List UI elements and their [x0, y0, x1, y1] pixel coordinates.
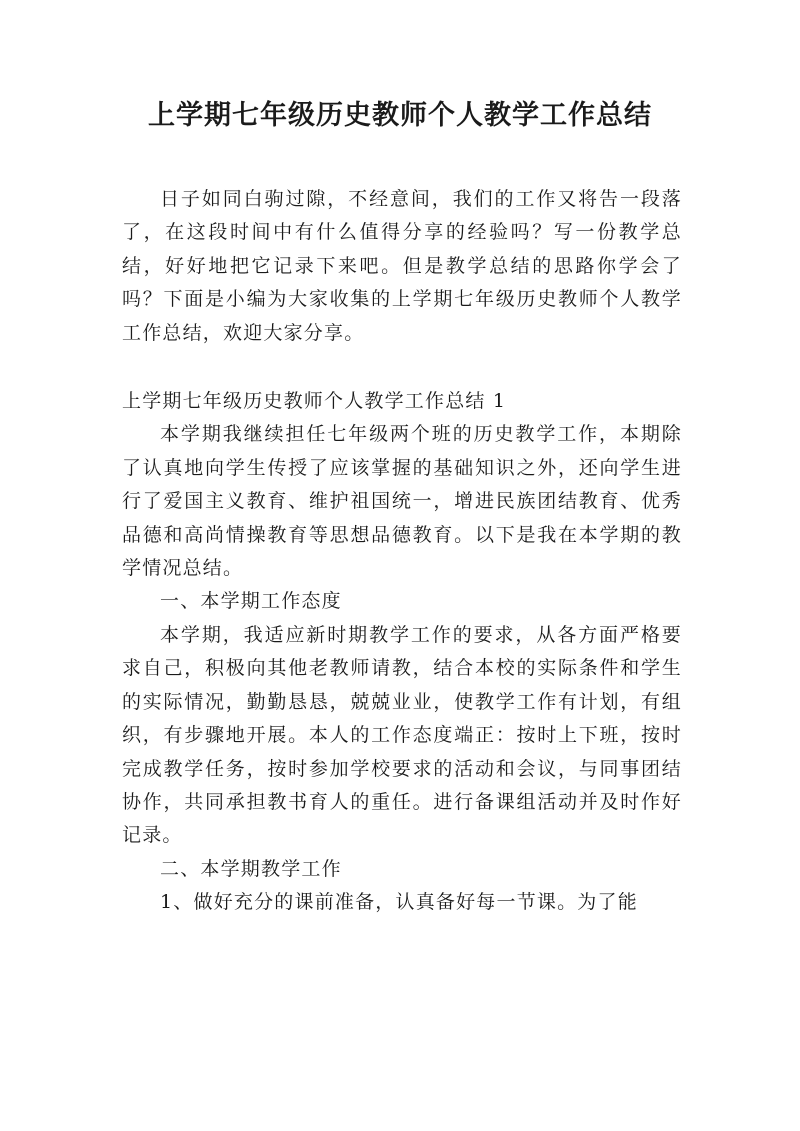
document-title: 上学期七年级历史教师个人教学工作总结: [148, 100, 652, 131]
paragraph-gap: [122, 350, 682, 385]
body-paragraph: 本学期，我适应新时期教学工作的要求，从各方面严格要求自己，积极向其他老教师请教，结合本校的实际条件和学生的实际情况，勤勤恳恳，兢兢业业，使教学工作有计划，有组织，有步骤地开展。本人的工作态度端正：按时上下班，按时完成教学任务，按时参加学校要求的活动和会议，与同事团结协作，共同承担教书育人的重任。进行备课组活动并及时作好记录。: [122, 623, 682, 847]
body-paragraph: 本学期我继续担任七年级两个班的历史教学工作，本期除了认真地向学生传授了应该掌握的基础知识之外，还向学生进行了爱国主义教育、维护祖国统一，增进民族团结教育、优秀品德和高尚情操教育等思想品德教育。以下是我在本学期的教学情况总结。: [122, 423, 682, 580]
section-title: 上学期七年级历史教师个人教学工作总结 1: [122, 390, 507, 413]
document-body: [122, 183, 682, 920]
subheading-attitude: 一、本学期工作态度: [160, 590, 342, 613]
intro-paragraph: 日子如同白驹过隙，不经意间，我们的工作又将告一段落了，在这段时间中有什么值得分享的经验吗？写一份教学总结，好好地把它记录下来吧。但是教学总结的思路你学会了吗？下面是小编为大家收集的上学期七年级历史教师个人教学工作总结，欢迎大家分享。: [122, 188, 682, 344]
body-paragraph: 1、做好充分的课前准备，认真备好每一节课。为了能: [160, 891, 638, 914]
subheading-teaching: 二、本学期教学工作: [160, 857, 342, 880]
